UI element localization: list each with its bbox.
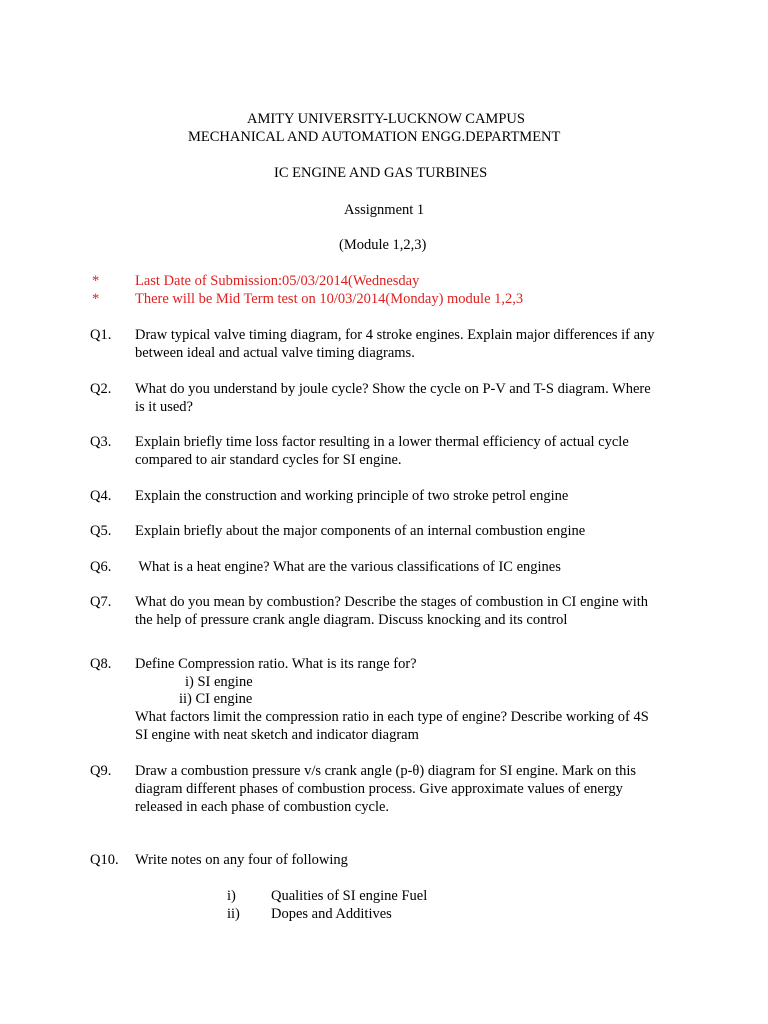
question-number: Q10. <box>90 852 119 868</box>
question-text: What is a heat engine? What are the various classifications of IC engines <box>135 559 561 575</box>
question-text: SI engine with neat sketch and indicator diagram <box>135 727 419 743</box>
question-number: Q8. <box>90 656 112 672</box>
question-text: compared to air standard cycles for SI engine. <box>135 452 402 468</box>
question-number: Q9. <box>90 763 112 779</box>
question-number: Q6. <box>90 559 112 575</box>
question-subitem: ii) CI engine <box>179 691 253 707</box>
question-text: What do you mean by combustion? Describe the stages of combustion in CI engine with <box>135 594 649 610</box>
question-text: Draw typical valve timing diagram, for 4 stroke engines. Explain major differences if any <box>135 327 655 343</box>
list-item-number: i) <box>227 888 236 904</box>
question-text: Explain briefly about the major components of an internal combustion engine <box>135 523 586 539</box>
question-number: Q3. <box>90 434 112 450</box>
question-text: What do you understand by joule cycle? Show the cycle on P-V and T-S diagram. Where <box>135 381 651 397</box>
question-text: diagram different phases of combustion process. Give approximate values of energy <box>135 781 623 797</box>
submission-deadline: Last Date of Submission:05/03/2014(Wednesday <box>135 273 420 289</box>
department-title: MECHANICAL AND AUTOMATION ENGG.DEPARTMENT <box>188 129 561 145</box>
notice-bullet: * <box>92 291 100 307</box>
question-text: Draw a combustion pressure v/s crank angle (p-θ) diagram for SI engine. Mark on this <box>135 763 637 779</box>
question-text: Define Compression ratio. What is its range for? <box>135 656 417 672</box>
question-text: the help of pressure crank angle diagram. Discuss knocking and its control <box>135 612 568 628</box>
question-number: Q7. <box>90 594 112 610</box>
notice-bullet: * <box>92 273 100 289</box>
question-text: Write notes on any four of following <box>135 852 348 868</box>
assignment-title: Assignment 1 <box>344 202 425 218</box>
question-text: Explain briefly time loss factor resulting in a lower thermal efficiency of actual cycle <box>135 434 629 450</box>
list-item-number: ii) <box>227 906 240 922</box>
question-number: Q2. <box>90 381 112 397</box>
question-number: Q4. <box>90 488 112 504</box>
list-item-text: Dopes and Additives <box>271 906 392 922</box>
list-item-text: Qualities of SI engine Fuel <box>271 888 428 904</box>
question-text: What factors limit the compression ratio in each type of engine? Describe working of 4S <box>135 709 649 725</box>
midterm-notice: There will be Mid Term test on 10/03/2014(Monday) module 1,2,3 <box>135 291 524 307</box>
course-title: IC ENGINE AND GAS TURBINES <box>274 165 488 181</box>
question-number: Q1. <box>90 327 112 343</box>
question-text: released in each phase of combustion cycle. <box>135 799 390 815</box>
question-text: between ideal and actual valve timing diagrams. <box>135 345 415 361</box>
question-text: Explain the construction and working principle of two stroke petrol engine <box>135 488 569 504</box>
question-text: is it used? <box>135 399 193 415</box>
question-number: Q5. <box>90 523 112 539</box>
question-subitem: i) SI engine <box>185 674 253 690</box>
university-title: AMITY UNIVERSITY-LUCKNOW CAMPUS <box>247 111 525 127</box>
modules-label: (Module 1,2,3) <box>339 237 427 253</box>
